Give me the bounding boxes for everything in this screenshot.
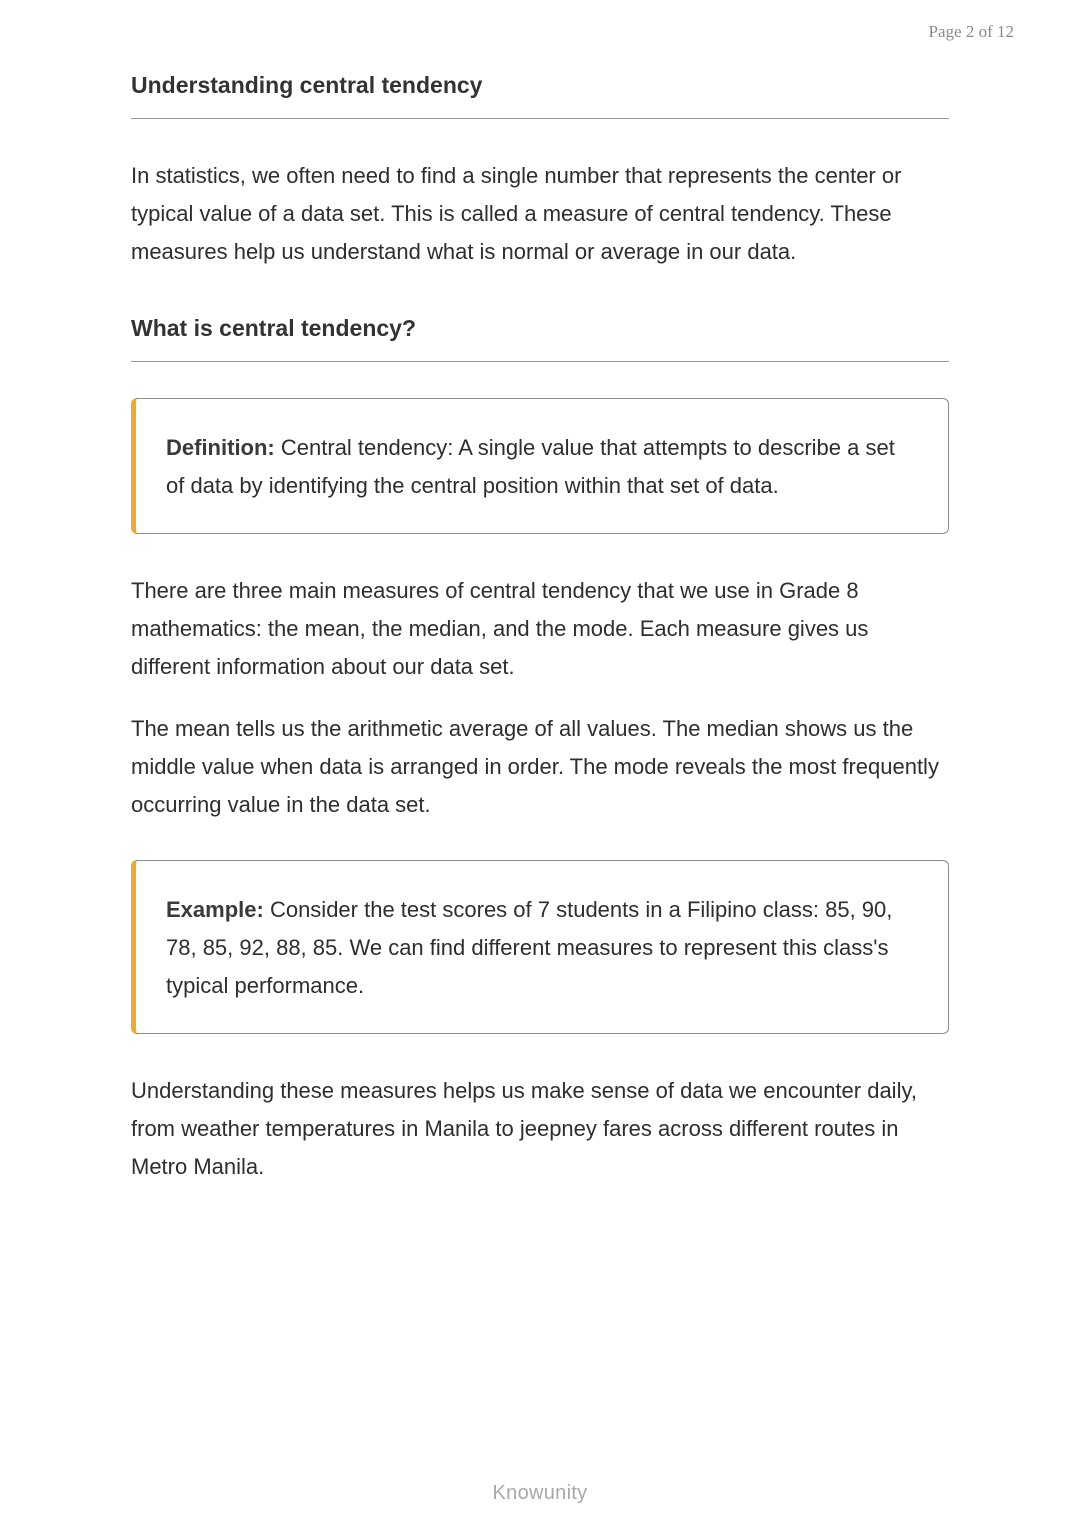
definition-body: Central tendency: A single value that attempts to describe a set of data by identifying the central position within that set of data. [166,435,895,498]
document-body [131,68,949,1186]
explain-paragraph: The mean tells us the arithmetic average of all values. The median shows us the middle value when data is arranged in order. The mode reveals the most frequently occurring value in the data set. [131,716,939,817]
example-callout [131,860,949,1034]
page-indicator: Page 2 of 12 [928,22,1014,41]
example-body: Consider the test scores of 7 students in a Filipino class: 85, 90, 78, 85, 92, 88, 85. We can find different measures to represent this class's typical performance. [166,897,893,998]
closing-paragraph: Understanding these measures helps us make sense of data we encounter daily, from weather temperatures in Manila to jeepney fares across different routes in Metro Manila. [131,1078,917,1179]
footer-brand-watermark: Knowunity [492,1482,588,1504]
definition-text [166,429,918,505]
definition-label: Definition: [166,435,275,460]
intro-paragraph: In statistics, we often need to find a single number that represents the center or typical value of a data set. This is called a measure of central tendency. These measures help us understand what is normal or average in our data. [131,163,902,264]
example-label: Example: [166,897,264,922]
definition-callout [131,398,949,534]
measures-paragraph: There are three main measures of central tendency that we use in Grade 8 mathematics: the mean, the median, and the mode. Each measure gives us different information about our data set. [131,578,869,679]
section-heading-what: What is central tendency? [131,311,949,362]
section-heading-intro: Understanding central tendency [131,68,949,119]
example-text [166,891,918,1005]
